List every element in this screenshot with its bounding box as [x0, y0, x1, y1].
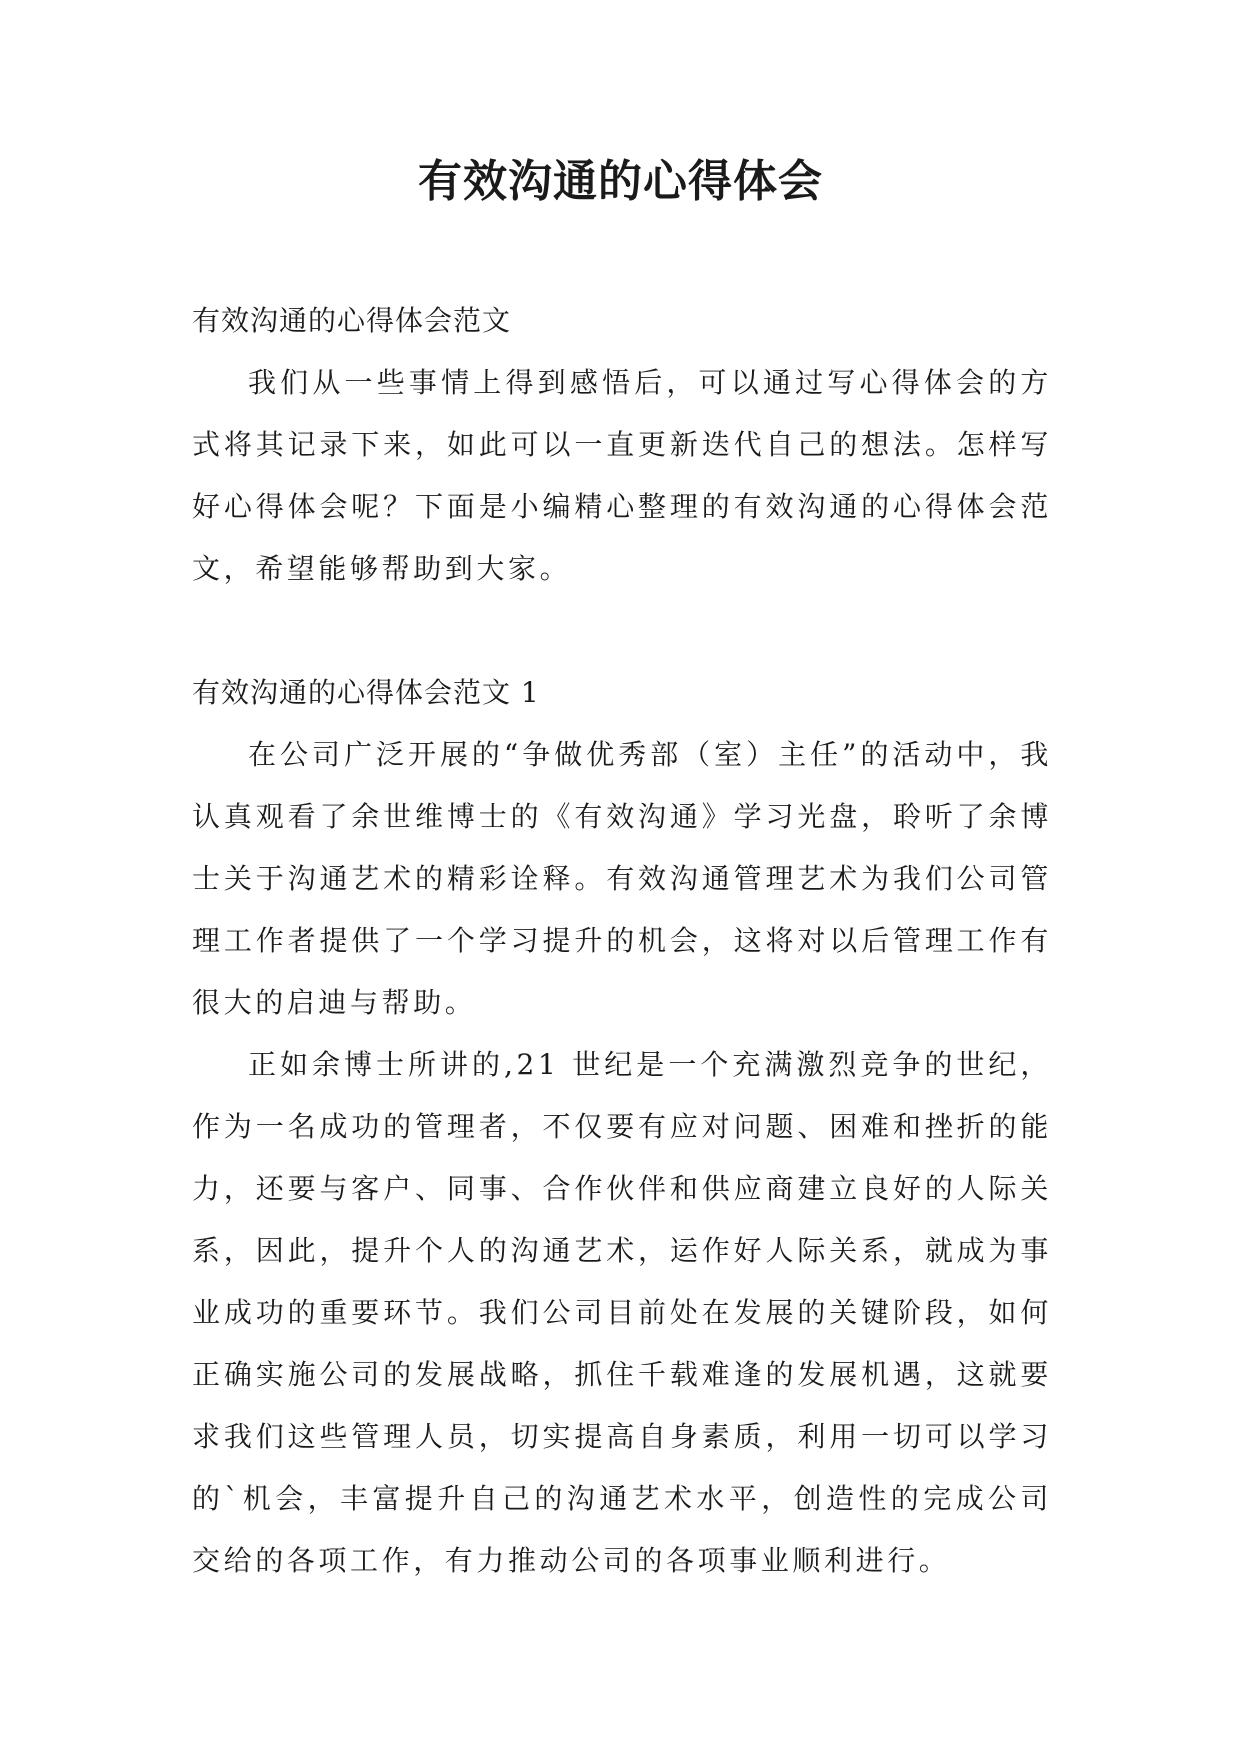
section-1-paragraph-1: 在公司广泛开展的“争做优秀部（室）主任”的活动中，我认真观看了余世维博士的《有效沟通》学习光盘，聆听了余博士关于沟通艺术的精彩诠释。有效沟通管理艺术为我们公司管理工作者提供了一个学习提升的机会，这将对以后管理工作有很大的启迪与帮助。 [192, 738, 1052, 1019]
section-1-heading: 有效沟通的心得体会范文 1 [192, 676, 540, 709]
document-title: 有效沟通的心得体会 [418, 156, 823, 207]
section-spacer [192, 600, 1052, 662]
intro-heading: 有效沟通的心得体会范文 [192, 304, 512, 337]
document-body [192, 290, 1052, 1592]
section-1-paragraph-2: 正如余博士所讲的,21 世纪是一个充满激烈竞争的世纪，作为一名成功的管理者，不仅要有应对问题、困难和挫折的能力，还要与客户、同事、合作伙伴和供应商建立良好的人际关系，因此，提升个人的沟通艺术，运作好人际关系，就成为事业成功的重要环节。我们公司目前处在发展的关键阶段，如何正确实施公司的发展战略，抓住千载难逢的发展机遇，这就要求我们这些管理人员，切实提高自身素质，利用一切可以学习的`机会，丰富提升自己的沟通艺术水平，创造性的完成公司交给的各项工作，有力推动公司的各项事业顺利进行。 [192, 1048, 1052, 1577]
intro-paragraph: 我们从一些事情上得到感悟后，可以通过写心得体会的方式将其记录下来，如此可以一直更新迭代自己的想法。怎样写好心得体会呢？下面是小编精心整理的有效沟通的心得体会范文，希望能够帮助到大家。 [192, 366, 1052, 585]
